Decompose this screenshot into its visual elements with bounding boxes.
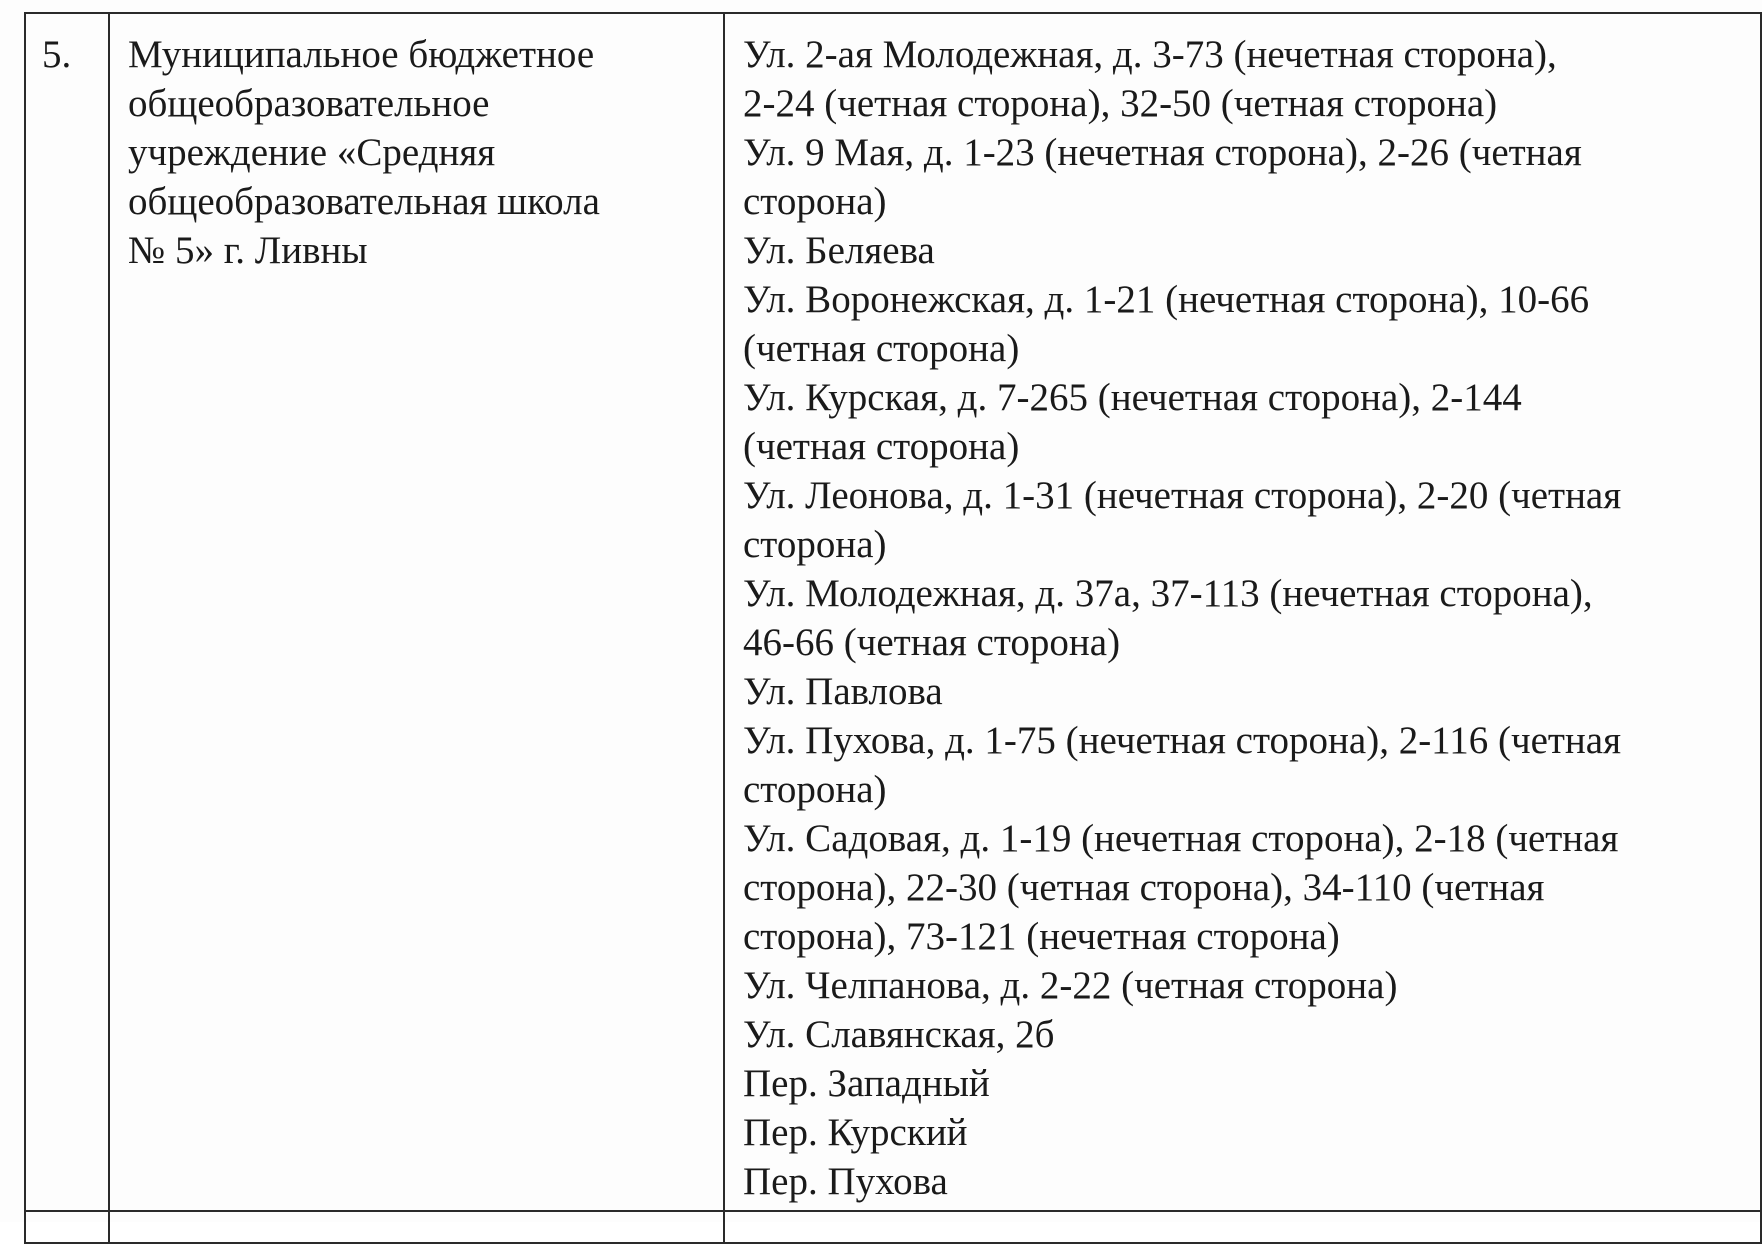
institution-cell — [109, 13, 724, 1211]
institution-line: общеобразовательная школа — [128, 180, 600, 223]
address-line: Ул. Беляева — [743, 229, 935, 272]
row-number-cell — [25, 13, 109, 1211]
addresses-cell — [724, 13, 1761, 1211]
row-number: 5. — [42, 33, 72, 76]
next-row-cell — [724, 1211, 1761, 1243]
address-line: Ул. Славянская, 2б — [743, 1013, 1055, 1056]
address-line: Ул. Челпанова, д. 2-22 (четная сторона) — [743, 964, 1398, 1007]
address-line: (четная сторона) — [743, 327, 1020, 370]
table-row-next — [25, 1211, 1761, 1243]
address-line: 46-66 (четная сторона) — [743, 621, 1121, 664]
address-line: сторона) — [743, 523, 887, 566]
institution-line: Муниципальное бюджетное — [128, 33, 595, 76]
next-row-cell — [25, 1211, 109, 1243]
institution-line: учреждение «Средняя — [128, 131, 496, 174]
address-line: Ул. Курская, д. 7-265 (нечетная сторона), 2-144 — [743, 376, 1522, 419]
schools-table — [24, 12, 1762, 1244]
address-line: 2-24 (четная сторона), 32-50 (четная сторона) — [743, 82, 1498, 125]
address-line: Ул. 9 Мая, д. 1-23 (нечетная сторона), 2-26 (четная — [743, 131, 1582, 174]
address-line: Ул. Леонова, д. 1-31 (нечетная сторона), 2-20 (четная — [743, 474, 1622, 517]
address-line: сторона), 22-30 (четная сторона), 34-110 (четная — [743, 866, 1545, 909]
institution-line: № 5» г. Ливны — [128, 229, 368, 272]
address-list — [725, 14, 1760, 1206]
institution-line: общеобразовательное — [128, 82, 490, 125]
address-line: Ул. Павлова — [743, 670, 943, 713]
address-line: (четная сторона) — [743, 425, 1020, 468]
address-line: Ул. Пухова, д. 1-75 (нечетная сторона), 2-116 (четная — [743, 719, 1622, 762]
address-line: сторона), 73-121 (нечетная сторона) — [743, 915, 1340, 958]
address-line: Ул. Воронежская, д. 1-21 (нечетная сторона), 10-66 — [743, 278, 1590, 321]
next-row-cell — [109, 1211, 724, 1243]
address-line: Ул. Садовая, д. 1-19 (нечетная сторона), 2-18 (четная — [743, 817, 1619, 860]
address-line: сторона) — [743, 180, 887, 223]
address-line: сторона) — [743, 768, 887, 811]
address-line: Ул. 2-ая Молодежная, д. 3-73 (нечетная сторона), — [743, 33, 1557, 76]
table-row — [25, 13, 1761, 1211]
address-line: Пер. Курский — [743, 1111, 968, 1154]
institution-name — [110, 14, 723, 275]
address-line: Ул. Молодежная, д. 37а, 37-113 (нечетная сторона), — [743, 572, 1593, 615]
address-line: Пер. Западный — [743, 1062, 990, 1105]
address-line: Пер. Пухова — [743, 1160, 948, 1203]
